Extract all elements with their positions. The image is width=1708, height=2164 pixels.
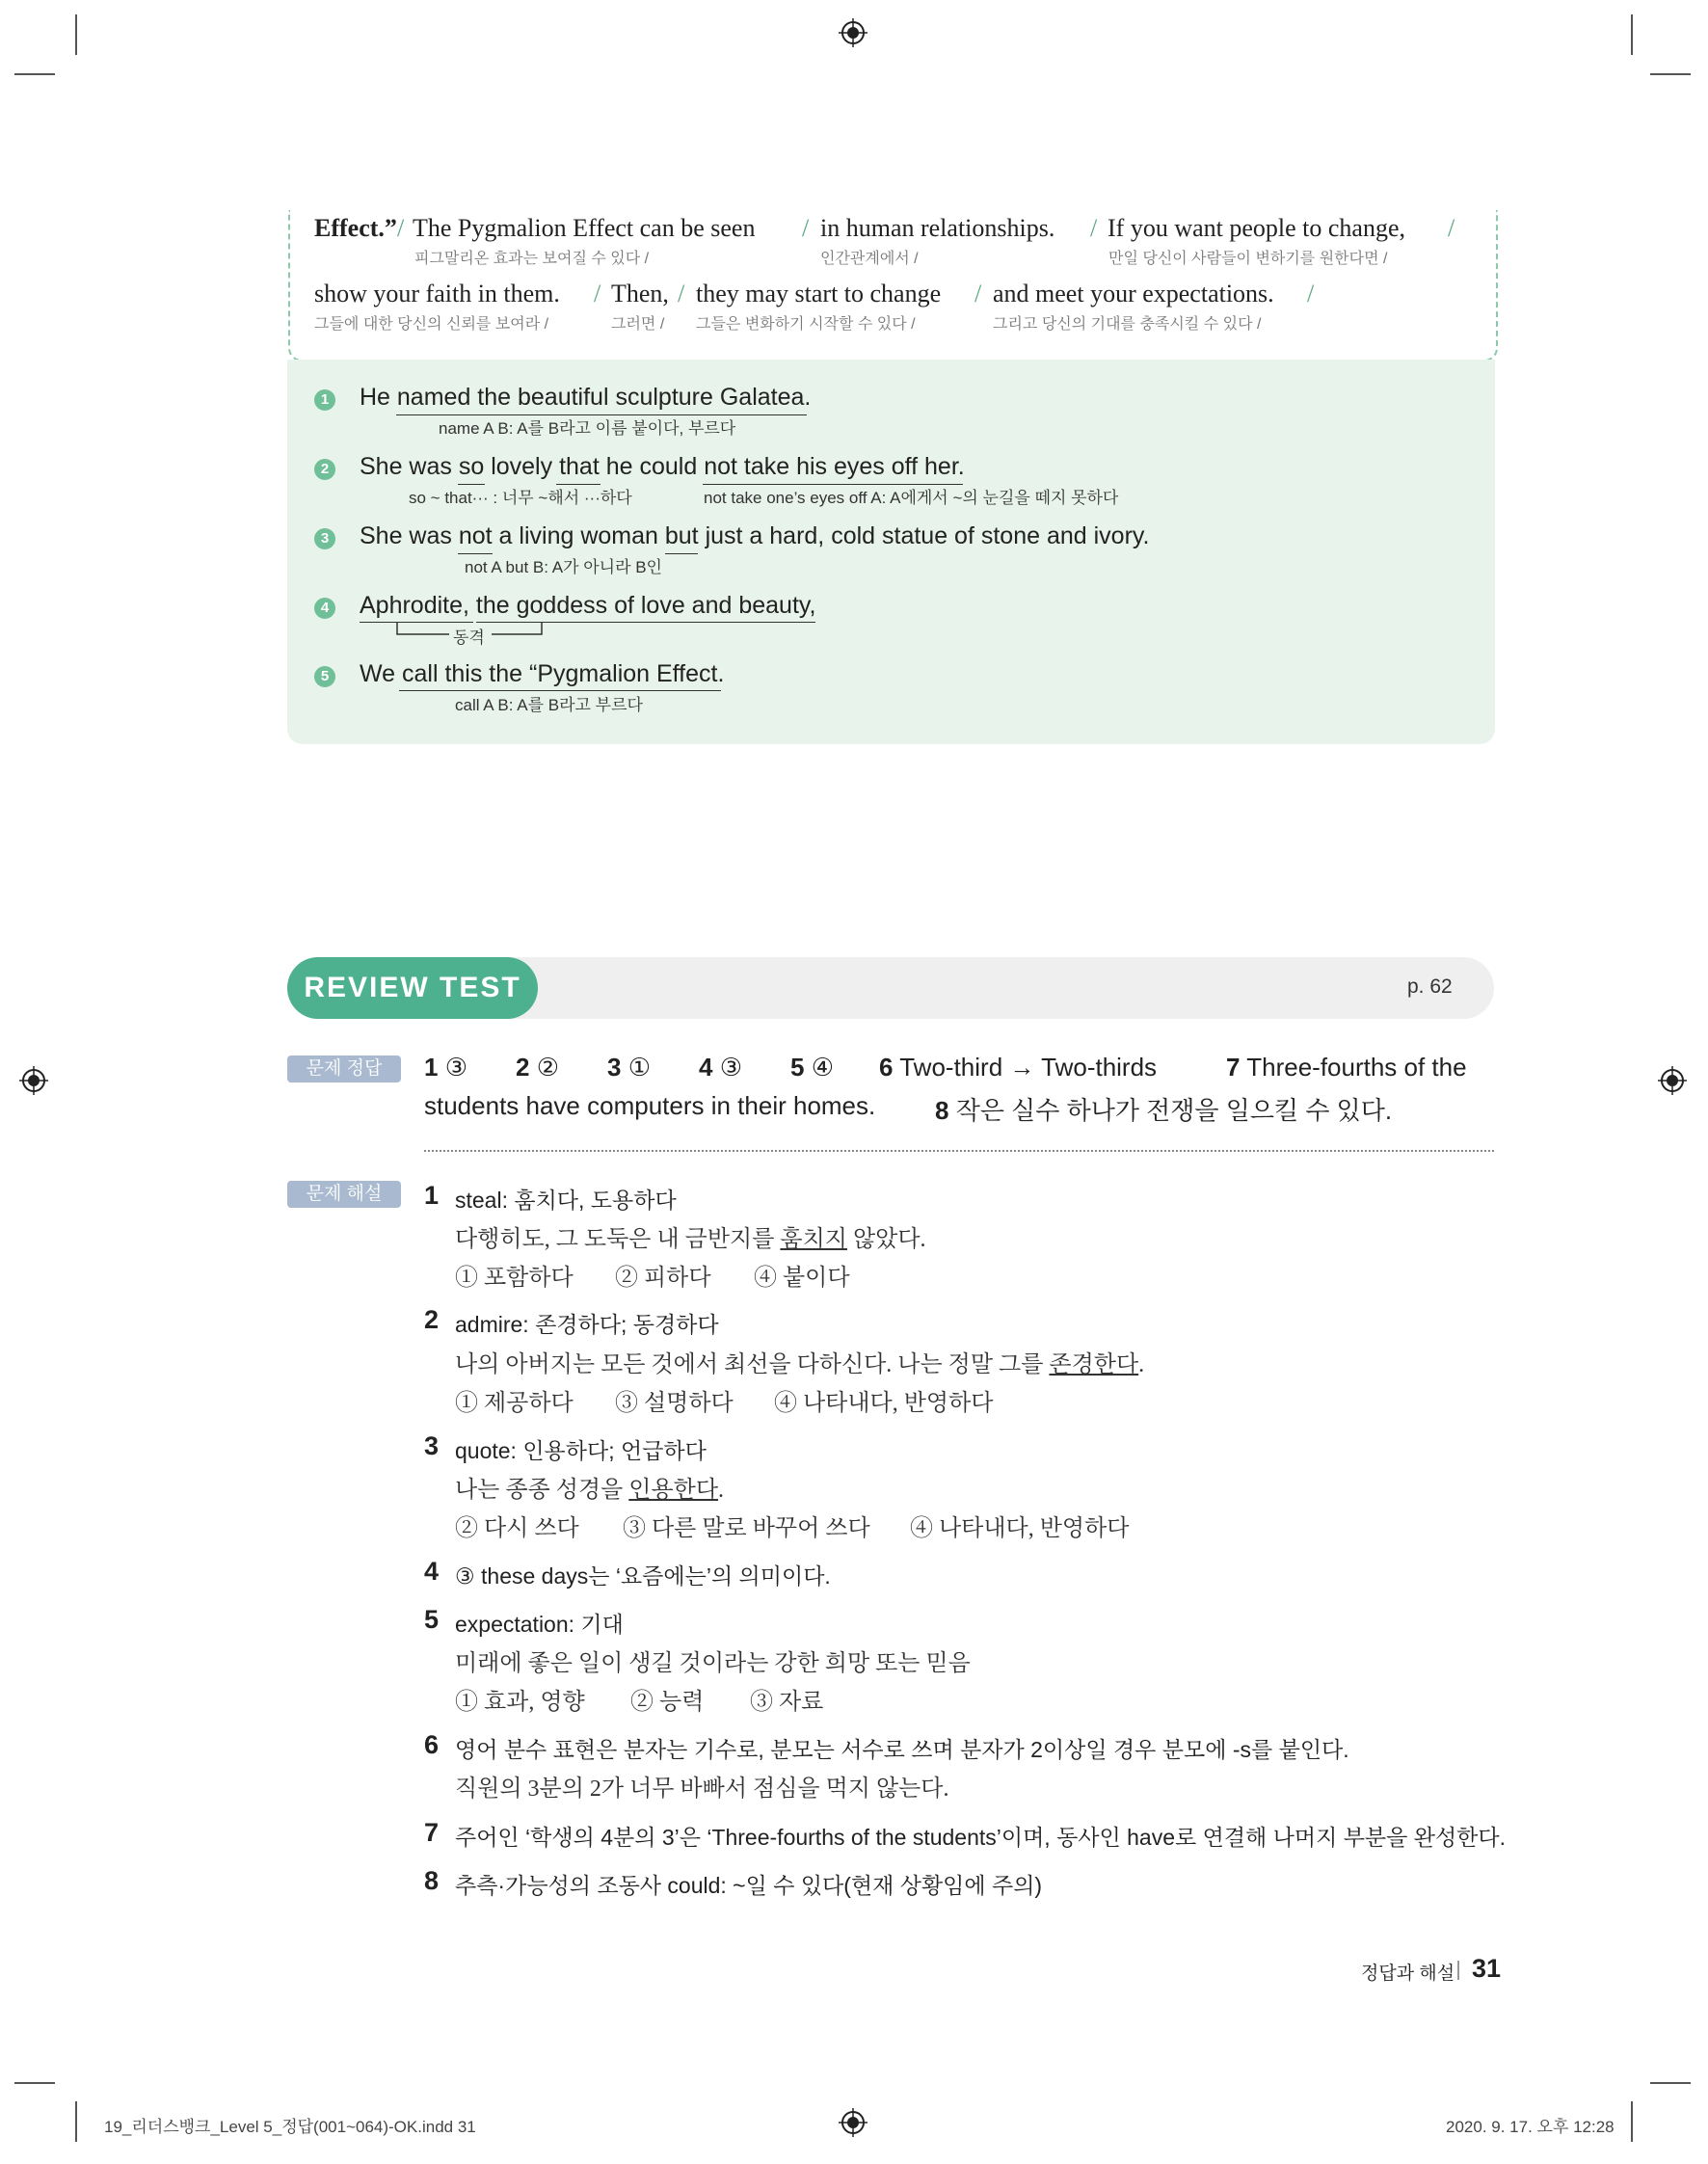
explanation-number: 4 [424,1557,440,1586]
answer-item: 7 Three-fourths of the [1226,1053,1467,1082]
print-slug-date: 2020. 9. 17. 오후 12:28 [1446,2118,1615,2136]
print-slug-file: 19_리더스뱅크_Level 5_정답(001~064)-OK.indd 31 [104,2118,476,2136]
answer-item: students have computers in their homes. [424,1091,876,1120]
chunk: Effect.” [314,214,397,242]
chunk-slash: / [974,280,982,307]
crop-mark [14,73,55,75]
note-sentence: She was so lovely that he could not take his eyes off her. [360,453,965,480]
explanation-head: admire: 존경하다; 동경하다 [455,1312,719,1337]
explanation-option: ② 능력 [630,1690,705,1715]
explanation-option: ② 다시 쓰다 [455,1516,579,1541]
footer-section-label: 정답과 해설 [1361,1964,1455,1984]
explanation-number: 3 [424,1431,440,1460]
crop-mark [14,2082,55,2084]
explanation-translation: 직원의 3분의 2가 너무 바빠서 점심을 먹지 않는다. [455,1777,949,1802]
explanation-head: quote: 인용하다; 언급하다 [455,1438,707,1463]
answer-item: 2 ② [516,1053,560,1082]
explanation-option: ④ 나타내다, 반영하다 [910,1516,1130,1541]
crop-mark [75,2101,77,2142]
chunk-gloss: 피그말리온 효과는 보여질 수 있다 / [414,251,650,267]
note-number-badge: 3 [314,528,335,549]
answer-item: 5 ④ [790,1053,835,1082]
explanation-number: 6 [424,1730,440,1759]
crop-mark [1650,73,1691,75]
registration-mark-icon [839,2108,867,2137]
footer-separator [1457,1961,1459,1980]
underline [665,553,698,554]
explanation-option: ① 제공하다 [455,1391,574,1416]
chunk: If you want people to change, [1108,214,1406,242]
explanation-option: ④ 붙이다 [754,1266,850,1291]
chunk: The Pygmalion Effect can be seen [413,214,756,242]
chunk-slash: / [802,214,810,242]
explanation-translation: 나는 종종 성경을 인용한다. [455,1478,725,1503]
explanation-head: expectation: 기대 [455,1612,624,1637]
chunk-gloss: 만일 당신이 사람들이 변하기를 원한다면 / [1108,251,1388,267]
explanation-head: 영어 분수 표현은 분자는 기수로, 분모는 서수로 쓰며 분자가 2이상일 경우 분모에 -s를 붙인다. [455,1737,1349,1762]
explanation-number: 2 [424,1305,440,1334]
note-number-badge: 1 [314,389,335,411]
chunk-gloss: 그들은 변화하기 시작할 수 있다 / [696,316,916,333]
explanation-option: ③ 다른 말로 바꾸어 쓰다 [623,1516,870,1541]
explanation-head: ③ these days는 ‘요즘에는’의 의미이다. [455,1563,831,1589]
note-gloss: 동격 [453,628,485,647]
crop-mark [1631,14,1633,55]
registration-mark-icon [1658,1066,1687,1095]
chunk: in human relationships. [820,214,1055,242]
note-number-badge: 5 [314,666,335,687]
chunk-slash: / [678,280,685,307]
review-test-title: REVIEW TEST [287,957,538,1019]
chunk-gloss: 그리고 당신의 기대를 충족시킬 수 있다 / [993,316,1262,333]
chunk-slash: / [1090,214,1098,242]
note-number-badge: 4 [314,598,335,619]
explanation-option: ④ 나타내다, 반영하다 [774,1391,994,1416]
chunk-slash: / [594,280,601,307]
chunk-slash: / [1448,214,1455,242]
explanation-head: 주어인 ‘학생의 4분의 3’은 ‘Three-fourths of the students’이며, 동사인 have로 연결해 나머지 부분을 완성한다. [455,1825,1507,1850]
chunk: and meet your expectations. [993,280,1274,307]
explanation-number: 1 [424,1181,440,1210]
explanation-head: steal: 훔치다, 도용하다 [455,1188,677,1213]
explanation-badge: 문제 해설 [287,1181,401,1208]
note-sentence: Aphrodite, the goddess of love and beauty, [360,592,816,619]
registration-mark-icon [19,1066,48,1095]
section-divider [424,1150,1494,1152]
note-sentence: We call this the “Pygmalion Effect. [360,660,725,687]
answer-badge: 문제 정답 [287,1055,401,1082]
chunk: show your faith in them. [314,280,560,307]
note-gloss: call A B: A를 B라고 부르다 [455,696,643,714]
chunk: Then, [611,280,669,307]
chunk-slash: / [397,214,405,242]
note-gloss: not A but B: A가 아니라 B인 [465,558,662,576]
chunk: they may start to change [696,280,942,307]
explanation-number: 7 [424,1818,440,1847]
note-gloss: not take one’s eyes off A: A에게서 ~의 눈길을 떼지 못하다 [704,489,1119,507]
note-number-badge: 2 [314,459,335,480]
note-gloss: name A B: A를 B라고 이름 붙이다, 부르다 [439,419,736,438]
explanation-translation: 나의 아버지는 모든 것에서 최선을 다하신다. 나는 정말 그를 존경한다. [455,1352,1145,1377]
answer-item: 4 ③ [699,1053,743,1082]
answer-item: 6 Two-third → Two-thirds [879,1053,1158,1082]
note-sentence: He named the beautiful sculpture Galatea. [360,384,812,411]
explanation-number: 8 [424,1866,440,1895]
answer-item: 8 작은 실수 하나가 전쟁을 일으킬 수 있다. [935,1096,1393,1125]
note-gloss: so ~ that··· : 너무 ~해서 ···하다 [409,489,632,507]
chunk-gloss: 그들에 대한 당신의 신뢰를 보여라 / [314,316,549,333]
explanation-translation: 다행히도, 그 도둑은 내 금반지를 훔치지 않았다. [455,1227,926,1252]
explanation-option: ③ 자료 [750,1690,824,1715]
chunk-gloss: 인간관계에서 / [820,251,919,267]
crop-mark [1631,2101,1633,2142]
crop-mark [1650,2082,1691,2084]
chunk-slash: / [1307,280,1315,307]
page-reference: p. 62 [1407,975,1453,998]
explanation-option: ③ 설명하다 [615,1391,734,1416]
answer-item: 1 ③ [424,1053,468,1082]
explanation-translation: 미래에 좋은 일이 생길 것이라는 강한 희망 또는 믿음 [455,1651,971,1676]
note-sentence: She was not a living woman but just a hard, cold statue of stone and ivory. [360,522,1150,549]
chunk-gloss: 그러면 / [611,316,665,333]
answer-item: 3 ① [607,1053,652,1082]
explanation-head: 추측·가능성의 조동사 could: ~일 수 있다(현재 상황임에 주의) [455,1873,1043,1898]
explanation-option: ② 피하다 [615,1266,711,1291]
crop-mark [75,14,77,55]
explanation-option: ① 효과, 영향 [455,1690,585,1715]
page-number: 31 [1472,1954,1502,1983]
registration-mark-icon [839,18,867,47]
explanation-option: ① 포함하다 [455,1266,574,1291]
explanation-number: 5 [424,1605,440,1634]
